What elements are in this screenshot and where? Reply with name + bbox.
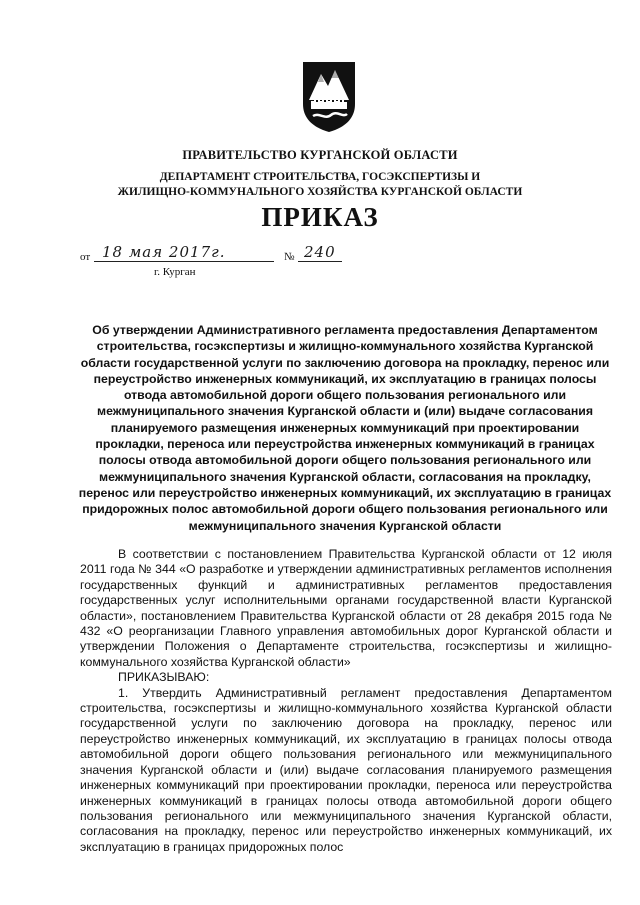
date-underline xyxy=(94,261,274,262)
handwritten-date: 18 мая 2017г. xyxy=(102,243,226,261)
order-body xyxy=(80,547,612,855)
government-name: ПРАВИТЕЛЬСТВО КУРГАНСКОЙ ОБЛАСТИ xyxy=(182,148,458,162)
preamble-paragraph: В соответствии с постановлением Правительства Курганской области от 12 июля 2011 года № 344 «О разработке и утверждении административных регламентов исполнения государственных функций и административных регламентов предоставления государственных услуг исполнительными органами государственной власти Курганской области», постановлением Правительства Курганской области от 28 декабря 2015 года № 432 «О реорганизации Главного управления автомобильных дорог Курганской области и утверждении Положения о Департаменте строительства, госэкспертизы и жилищно-коммунального хозяйства Курганской области» xyxy=(80,547,612,669)
document-type-title: ПРИКАЗ xyxy=(261,202,379,232)
number-underline xyxy=(298,261,342,262)
order-word: ПРИКАЗЫВАЮ: xyxy=(118,670,210,685)
department-name xyxy=(0,170,640,200)
coat-of-arms-icon xyxy=(301,60,357,134)
date-from-label: от xyxy=(80,251,91,263)
department-line-1: ДЕПАРТАМЕНТ СТРОИТЕЛЬСТВА, ГОСЭКСПЕРТИЗЫ И xyxy=(159,171,481,183)
number-label: № xyxy=(284,251,295,263)
date-number-line xyxy=(80,245,380,265)
order-subject: Об утверждении Административного регламента предоставления Департаментом строительства, госэкспертизы и жилищно-коммунального хозяйства Курганской области государственной услуги по заключению договора на прокладку, перенос или переустройство инженерных коммуникаций, их эксплуатацию в границах полосы отвода автомобильной дороги общего пользования регионального или межмуниципального значения Курганской области и (или) выдаче согласования планируемого размещения инженерных коммуникаций при проектировании прокладки, переноса или переустройства инженерных коммуникаций в границах полосы отвода автомобильной дороги общего пользования регионального или межмуниципального значения Курганской области, согласования на прокладку, перенос или переустройство инженерных коммуникаций, их эксплуатацию в границах придорожных полос автомобильной дороги общего пользования регионального или межмуниципального значения Курганской области xyxy=(78,323,612,533)
order-item-1: 1. Утвердить Административный регламент предоставления Департаментом строительства, госэкспертизы и жилищно-коммунального хозяйства Курганской области государственной услуги по заключению договора на прокладку, перенос или переустройство инженерных коммуникаций, их эксплуатацию в границах полосы отвода автомобильной дороги общего пользования регионального или межмуниципального значения Курганской области и (или) выдаче согласования планируемого размещения инженерных коммуникаций при проектировании прокладки, переноса или переустройства инженерных коммуникаций в границах полосы отвода автомобильной дороги общего пользования регионального или межмуниципального значения Курганской области, согласования на прокладку, перенос или переустройство инженерных коммуникаций, их эксплуатацию в границах придорожных полос xyxy=(80,685,612,854)
handwritten-number: 240 xyxy=(304,243,336,261)
city: г. Курган xyxy=(154,266,196,278)
department-line-2: ЖИЛИЩНО-КОММУНАЛЬНОГО ХОЗЯЙСТВА КУРГАНСКОЙ ОБЛАСТИ xyxy=(117,186,523,198)
